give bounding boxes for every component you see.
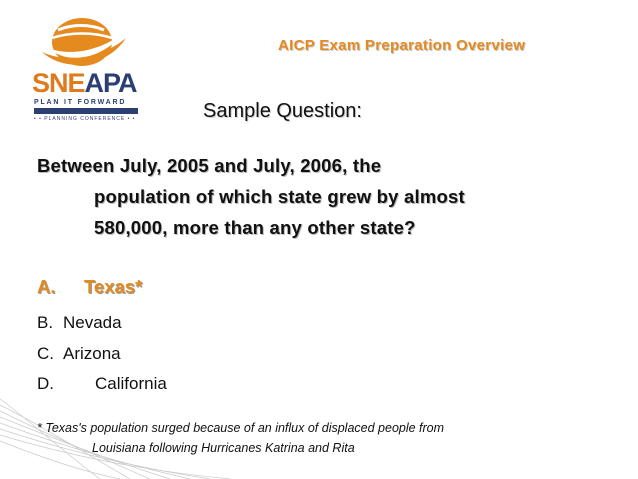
option-letter: B. xyxy=(37,313,54,332)
question-line: Between July, 2005 and July, 2006, the xyxy=(37,155,382,176)
sneapa-logo xyxy=(28,12,146,122)
answer-letter: A. xyxy=(37,276,56,297)
option-d xyxy=(37,374,167,394)
header-title: AICP Exam Preparation Overview xyxy=(278,37,526,54)
footnote-line: * Texas's population surged because of an influx of displaced people from xyxy=(37,421,445,435)
logo-tagline: PLAN IT FORWARD xyxy=(34,99,127,106)
option-text: California xyxy=(95,374,167,393)
answer-text: Texas* xyxy=(84,276,143,297)
footnote-line: Louisiana following Hurricanes Katrina and Rita xyxy=(92,441,355,455)
question-text xyxy=(37,150,597,243)
logo-word-apa: APA xyxy=(84,68,137,98)
logo-subline: • • PLANNING CONFERENCE • • xyxy=(34,116,136,122)
option-text: Nevada xyxy=(63,313,122,332)
footnote xyxy=(37,418,597,458)
option-c xyxy=(37,344,121,364)
logo-wordmark xyxy=(32,70,137,97)
logo-bar xyxy=(34,108,138,114)
option-b xyxy=(37,313,122,333)
slide-subtitle: Sample Question: xyxy=(203,100,362,122)
logo-word-sne: SNE xyxy=(32,68,85,98)
globe-swoosh-icon xyxy=(38,12,128,70)
correct-answer xyxy=(37,276,142,298)
option-letter: C. xyxy=(37,344,54,363)
option-letter: D. xyxy=(37,374,54,393)
question-line: population of which state grew by almost xyxy=(94,186,465,207)
question-line: 580,000, more than any other state? xyxy=(94,217,416,238)
option-text: Arizona xyxy=(63,344,121,363)
